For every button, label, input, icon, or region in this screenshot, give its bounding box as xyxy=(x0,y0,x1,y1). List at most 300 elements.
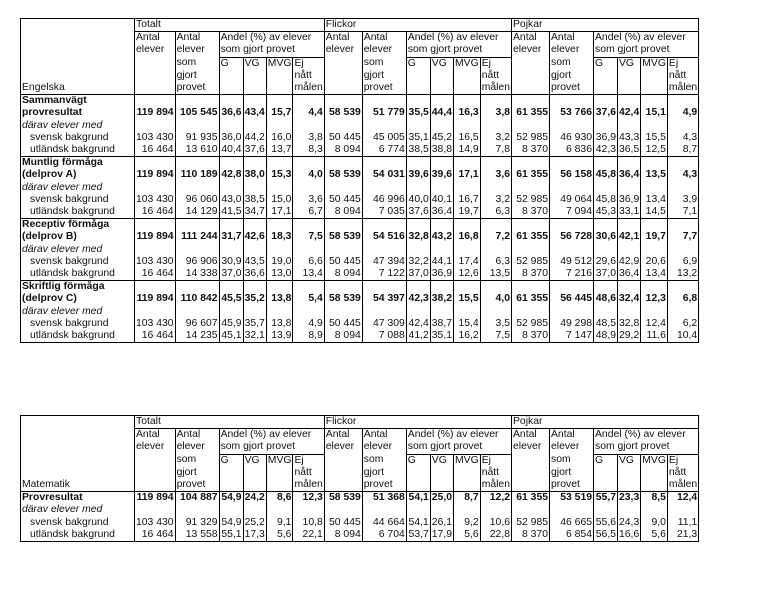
value-cell: 32,4 xyxy=(619,293,640,305)
value-cell: 9,2 xyxy=(454,517,481,529)
value-cell: 14 235 xyxy=(175,330,219,343)
header-elever: elever xyxy=(512,44,550,57)
header-natt: nått xyxy=(293,467,324,479)
group-header: Totalt xyxy=(135,416,325,429)
value-cell: 16,8 xyxy=(454,231,481,243)
border-cell xyxy=(219,343,243,344)
border-cell xyxy=(512,542,550,543)
value-cell: 119 894 xyxy=(135,107,176,119)
value-cell: 46 930 xyxy=(550,132,594,144)
value-cell: 4,3 xyxy=(667,132,698,144)
value-cell: 4,3 xyxy=(667,169,698,181)
blank-cell xyxy=(243,504,266,516)
value-cell: 24,2 xyxy=(244,492,265,504)
header-antal: Antal xyxy=(175,32,219,45)
blank-cell xyxy=(324,157,362,170)
header-spacer xyxy=(454,479,481,492)
blank-cell xyxy=(266,95,293,108)
header-natt: nått xyxy=(480,70,511,82)
value-cell: 16,3 xyxy=(454,107,481,119)
value-cell: 6 854 xyxy=(550,529,594,542)
value-cell: 3,6 xyxy=(293,194,324,206)
section-title: Provresultat xyxy=(21,492,135,505)
header-som-gjort-provet: som gjort provet xyxy=(406,441,511,454)
value-cell: 15,5 xyxy=(454,293,481,305)
blank-cell xyxy=(293,157,324,170)
blank-cell xyxy=(594,95,618,108)
header-natt: nått xyxy=(293,70,324,82)
value-cell: 25,0 xyxy=(431,492,453,504)
value-cell: 55,1 xyxy=(219,529,243,542)
value-cell: 11,6 xyxy=(641,330,668,343)
value-cell: 5,4 xyxy=(293,293,324,305)
header-spacer xyxy=(618,479,641,492)
value-cell: 49 064 xyxy=(550,194,594,206)
value-cell: 26,1 xyxy=(431,516,453,528)
border-cell xyxy=(135,542,176,543)
border-cell xyxy=(324,542,362,543)
value-cell: 3,8 xyxy=(480,107,511,119)
value-cell: 42,3 xyxy=(594,144,618,157)
value-cell: 47 394 xyxy=(362,256,406,268)
blank-cell xyxy=(293,281,324,294)
header-spacer xyxy=(512,70,550,82)
header-ej: Ej xyxy=(667,57,698,70)
blank-cell xyxy=(512,219,550,232)
header-vg: VG xyxy=(430,454,453,467)
blank-cell xyxy=(243,219,266,232)
value-cell: 50 445 xyxy=(324,194,362,206)
table-row xyxy=(21,330,699,343)
border-cell xyxy=(430,542,453,543)
header-elever: elever xyxy=(512,441,550,454)
header-spacer xyxy=(641,467,668,479)
section-main-row xyxy=(21,281,699,294)
value-cell: 42,6 xyxy=(244,231,265,243)
value-cell: 16,5 xyxy=(454,132,481,144)
value-cell: 5,6 xyxy=(266,529,293,542)
blank-cell xyxy=(594,219,618,232)
blank-cell xyxy=(512,281,550,294)
header-natt: nått xyxy=(667,467,698,479)
value-cell: 5,6 xyxy=(641,529,668,542)
blank-cell xyxy=(406,182,430,194)
header-gjort: gjort xyxy=(550,70,594,82)
table-matematik xyxy=(20,415,699,542)
blank-cell xyxy=(480,95,511,108)
blank-cell xyxy=(266,157,293,170)
border-cell xyxy=(243,343,266,344)
blank-cell xyxy=(454,182,481,194)
section-title: Muntlig förmåga xyxy=(21,157,135,170)
value-cell: 50 445 xyxy=(324,132,362,144)
blank-cell xyxy=(550,95,594,108)
blank-cell xyxy=(454,504,481,516)
value-cell: 7 088 xyxy=(362,330,406,343)
blank-cell xyxy=(324,281,362,294)
border-cell xyxy=(135,343,176,344)
header-gjort: gjort xyxy=(175,70,219,82)
value-cell: 42,3 xyxy=(406,293,430,305)
value-cell: 7,5 xyxy=(293,231,324,243)
header-spacer xyxy=(406,479,430,492)
border-cell xyxy=(641,343,668,344)
value-cell: 54,9 xyxy=(219,492,243,505)
value-cell: 12,4 xyxy=(667,492,698,505)
blank-cell xyxy=(324,306,362,318)
value-cell: 7,2 xyxy=(480,231,511,243)
header-spacer xyxy=(641,70,668,82)
blank-cell xyxy=(430,157,453,170)
header-provet: provet xyxy=(362,82,406,95)
value-cell: 13,8 xyxy=(266,293,293,305)
value-cell: 40,4 xyxy=(219,144,243,157)
header-spacer xyxy=(324,467,362,479)
value-cell: 119 894 xyxy=(135,293,176,305)
blank-cell xyxy=(667,281,698,294)
border-cell xyxy=(175,343,219,344)
header-ej: Ej xyxy=(293,57,324,70)
header-gjort: gjort xyxy=(175,467,219,479)
border-cell xyxy=(550,542,594,543)
value-cell: 37,6 xyxy=(244,144,265,156)
blank-cell xyxy=(594,120,618,132)
header-mvg: MVG xyxy=(267,454,292,466)
value-cell: 44,2 xyxy=(244,131,265,143)
value-cell: 8,9 xyxy=(293,330,324,343)
table-row xyxy=(21,144,699,157)
value-cell: 48,5 xyxy=(594,318,618,330)
section-main-row xyxy=(21,107,699,119)
header-gjort: gjort xyxy=(550,467,594,479)
value-cell: 38,5 xyxy=(406,144,430,157)
value-cell: 21,3 xyxy=(667,529,698,542)
blank-cell xyxy=(550,306,594,318)
header-mvg: MVG xyxy=(455,57,479,69)
header-spacer xyxy=(266,70,293,82)
value-cell: 6,6 xyxy=(293,256,324,268)
blank-cell xyxy=(293,244,324,256)
header-provet: provet xyxy=(550,479,594,492)
value-cell: 54 031 xyxy=(362,169,406,181)
header-spacer xyxy=(324,82,362,95)
blank-cell xyxy=(406,95,430,108)
blank-cell xyxy=(266,281,293,294)
value-cell: 43,2 xyxy=(431,231,453,243)
value-cell: 29,6 xyxy=(594,256,618,268)
blank-cell xyxy=(454,306,481,318)
value-cell: 14 129 xyxy=(175,206,219,219)
header-spacer xyxy=(512,467,550,479)
blank-cell xyxy=(135,244,176,256)
header-g: G xyxy=(219,454,243,467)
blank-cell xyxy=(618,157,641,170)
value-cell: 47 309 xyxy=(362,318,406,330)
value-cell: 25,2 xyxy=(244,516,265,528)
blank-cell xyxy=(293,182,324,194)
header-spacer xyxy=(594,479,618,492)
value-cell: 7 122 xyxy=(362,268,406,281)
group-header: Pojkar xyxy=(512,19,699,32)
blank-cell xyxy=(550,219,594,232)
value-cell: 35,7 xyxy=(244,317,265,329)
blank-cell xyxy=(667,244,698,256)
value-cell: 13,8 xyxy=(266,318,293,330)
border-cell xyxy=(21,343,135,344)
border-cell xyxy=(21,542,135,543)
blank-cell xyxy=(293,120,324,132)
header-elever: elever xyxy=(175,441,219,454)
blank-cell xyxy=(594,182,618,194)
value-cell: 13,5 xyxy=(641,169,668,181)
blank-cell xyxy=(480,281,511,294)
blank-cell xyxy=(550,504,594,516)
blank-cell xyxy=(594,157,618,170)
value-cell: 53 766 xyxy=(550,107,594,119)
blank-cell xyxy=(618,244,641,256)
blank-cell xyxy=(550,281,594,294)
border-cell xyxy=(430,343,453,344)
header-spacer xyxy=(135,82,176,95)
subject-label: Engelska xyxy=(21,32,135,95)
blank-cell xyxy=(641,182,668,194)
header-row xyxy=(21,19,699,32)
value-cell: 13,2 xyxy=(667,268,698,281)
table-row xyxy=(21,318,699,330)
blank-cell xyxy=(135,182,176,194)
row-label: utländsk bakgrund xyxy=(21,529,135,542)
value-cell: 4,0 xyxy=(480,293,511,305)
header-som-gjort-provet: som gjort provet xyxy=(219,44,324,57)
value-cell: 43,0 xyxy=(219,194,243,206)
border-cell xyxy=(454,343,481,344)
blank-cell xyxy=(594,504,618,516)
value-cell: 103 430 xyxy=(136,131,174,143)
value-cell: 36,4 xyxy=(431,206,453,218)
value-cell: 45,2 xyxy=(431,131,453,143)
table-row xyxy=(21,256,699,268)
blank-cell xyxy=(219,504,243,516)
blank-cell xyxy=(135,157,176,170)
value-cell: 104 887 xyxy=(175,492,219,505)
header-som: som xyxy=(175,454,219,467)
value-cell: 41,2 xyxy=(406,330,430,343)
value-cell: 36,6 xyxy=(219,107,243,119)
blank-cell xyxy=(512,182,550,194)
blank-cell xyxy=(550,182,594,194)
blank-cell xyxy=(430,219,453,232)
header-row xyxy=(21,32,699,45)
header-antal: Antal xyxy=(550,429,594,442)
section-title: (delprov C) xyxy=(21,293,135,305)
row-label: utländsk bakgrund xyxy=(21,206,135,219)
value-cell: 13,4 xyxy=(293,268,324,281)
value-cell: 4,0 xyxy=(293,169,324,181)
value-cell: 37,6 xyxy=(594,107,618,119)
header-vg: VG xyxy=(430,57,453,70)
value-cell: 7 094 xyxy=(550,206,594,219)
group-header: Flickor xyxy=(324,19,511,32)
blank-cell xyxy=(362,182,406,194)
header-spacer xyxy=(618,70,641,82)
value-cell: 36,9 xyxy=(431,268,453,280)
header-spacer xyxy=(324,57,362,70)
blank-cell xyxy=(641,95,668,108)
value-cell: 3,2 xyxy=(480,194,511,206)
border-cell xyxy=(406,343,430,344)
value-cell: 50 445 xyxy=(324,318,362,330)
value-cell: 40,0 xyxy=(406,194,430,206)
value-cell: 19,7 xyxy=(454,206,481,219)
value-cell: 12,4 xyxy=(641,318,668,330)
border-cell xyxy=(293,542,324,543)
value-cell: 13,5 xyxy=(480,268,511,281)
blank-cell xyxy=(480,504,511,516)
blank-cell xyxy=(243,95,266,108)
value-cell: 20,6 xyxy=(641,256,668,268)
blank-cell xyxy=(243,120,266,132)
blank-cell xyxy=(362,306,406,318)
value-cell: 46 665 xyxy=(550,517,594,529)
value-cell: 7,7 xyxy=(667,231,698,243)
value-cell: 15,7 xyxy=(266,107,293,119)
header-spacer xyxy=(618,467,641,479)
header-andel: Andel (%) av elever xyxy=(594,32,699,45)
value-cell: 12,3 xyxy=(641,293,668,305)
section-sublabel: därav elever med xyxy=(21,244,135,256)
header-andel: Andel (%) av elever xyxy=(219,32,324,45)
header-spacer xyxy=(219,70,243,82)
value-cell: 12,2 xyxy=(480,492,511,505)
value-cell: 8 094 xyxy=(324,144,362,157)
value-cell: 10,8 xyxy=(293,517,324,529)
border-cell xyxy=(550,343,594,344)
value-cell: 96 906 xyxy=(175,256,219,268)
value-cell: 32,1 xyxy=(244,330,265,342)
section-main-row xyxy=(21,157,699,170)
blank-cell xyxy=(430,504,453,516)
header-provet: provet xyxy=(550,82,594,95)
blank-cell xyxy=(406,120,430,132)
header-spacer xyxy=(266,479,293,492)
row-label: svensk bakgrund xyxy=(21,517,135,529)
header-spacer xyxy=(266,467,293,479)
blank-cell xyxy=(406,281,430,294)
header-spacer xyxy=(324,70,362,82)
blank-cell xyxy=(175,95,219,108)
value-cell: 91 329 xyxy=(175,517,219,529)
value-cell: 8 370 xyxy=(512,330,550,343)
header-spacer xyxy=(135,454,176,467)
blank-cell xyxy=(243,306,266,318)
row-label: utländsk bakgrund xyxy=(21,144,135,157)
value-cell: 38,5 xyxy=(244,193,265,205)
section-sublabel: därav elever med xyxy=(21,120,135,132)
header-som: som xyxy=(550,454,594,467)
blank-cell xyxy=(243,157,266,170)
value-cell: 13,0 xyxy=(266,268,293,281)
header-elever: elever xyxy=(362,441,406,454)
header-gjort: gjort xyxy=(362,70,406,82)
blank-cell xyxy=(512,95,550,108)
value-cell: 30,9 xyxy=(219,256,243,268)
header-elever: elever xyxy=(362,44,406,57)
value-cell: 15,0 xyxy=(266,194,293,206)
value-cell: 35,1 xyxy=(431,330,453,342)
blank-cell xyxy=(641,120,668,132)
value-cell: 119 894 xyxy=(135,492,176,505)
header-spacer xyxy=(324,454,362,467)
blank-cell xyxy=(219,120,243,132)
blank-cell xyxy=(266,120,293,132)
blank-cell xyxy=(430,281,453,294)
blank-cell xyxy=(266,504,293,516)
blank-cell xyxy=(667,219,698,232)
value-cell: 35,5 xyxy=(406,107,430,119)
value-cell: 19,7 xyxy=(641,231,668,243)
blank-cell xyxy=(480,157,511,170)
header-som-gjort-provet: som gjort provet xyxy=(594,44,699,57)
table-row xyxy=(21,132,699,144)
blank-cell xyxy=(667,157,698,170)
value-cell: 6 836 xyxy=(550,144,594,157)
header-spacer xyxy=(430,467,453,479)
value-cell: 55,6 xyxy=(594,517,618,529)
header-g: G xyxy=(219,57,243,70)
value-cell: 24,3 xyxy=(619,516,640,528)
header-som: som xyxy=(175,57,219,70)
blank-cell xyxy=(219,281,243,294)
value-cell: 23,3 xyxy=(619,492,640,504)
header-spacer xyxy=(512,82,550,95)
header-provet: provet xyxy=(175,479,219,492)
header-spacer xyxy=(243,479,266,492)
header-som-gjort-provet: som gjort provet xyxy=(406,44,511,57)
value-cell: 8,6 xyxy=(266,492,293,505)
group-header: Pojkar xyxy=(512,416,699,429)
value-cell: 46 996 xyxy=(362,194,406,206)
value-cell: 43,5 xyxy=(244,255,265,267)
blank-cell xyxy=(135,219,176,232)
section-main-row xyxy=(21,219,699,232)
value-cell: 52 985 xyxy=(512,132,550,144)
value-cell: 4,9 xyxy=(293,318,324,330)
border-cell xyxy=(266,542,293,543)
value-cell: 50 445 xyxy=(324,517,362,529)
group-header: Flickor xyxy=(324,416,511,429)
header-antal: Antal xyxy=(175,429,219,442)
table-row xyxy=(21,517,699,529)
header-spacer xyxy=(406,467,430,479)
value-cell: 50 445 xyxy=(324,256,362,268)
border-cell xyxy=(618,542,641,543)
header-spacer xyxy=(641,82,668,95)
value-cell: 34,7 xyxy=(244,206,265,218)
value-cell: 53,7 xyxy=(406,529,430,542)
header-antal: Antal xyxy=(135,32,176,45)
section-title: provresultat xyxy=(21,107,135,119)
value-cell: 9,0 xyxy=(641,517,668,529)
border-cell xyxy=(175,542,219,543)
header-mvg: MVG xyxy=(642,57,666,69)
value-cell: 58 539 xyxy=(324,231,362,243)
border-cell xyxy=(454,542,481,543)
blank-cell xyxy=(454,219,481,232)
blank-cell xyxy=(454,120,481,132)
value-cell: 56,5 xyxy=(594,529,618,542)
border-cell xyxy=(512,343,550,344)
value-cell: 11,1 xyxy=(667,517,698,529)
